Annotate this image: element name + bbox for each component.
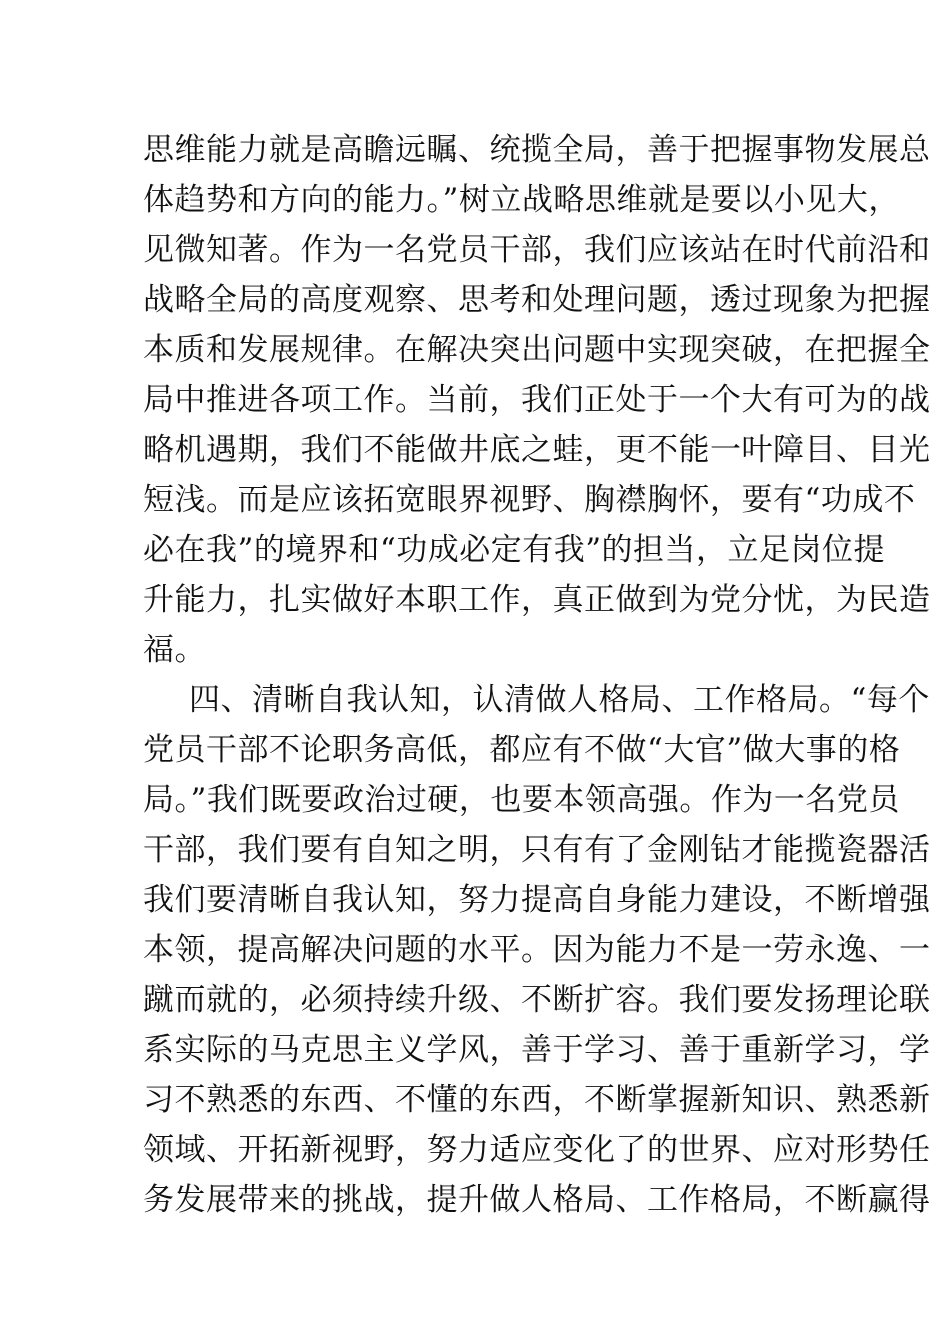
text-line: 略机遇期，我们不能做井底之蛙，更不能一叶障目、目光 — [143, 432, 931, 468]
text-line: 福。 — [143, 632, 206, 668]
paragraph-heading-line: 四、清晰自我认知，认清做人格局、工作格局。“每个 — [189, 682, 930, 718]
text-line: 本质和发展规律。在解决突出问题中实现突破，在把握全 — [143, 332, 931, 368]
text-line: 局。”我们既要政治过硬，也要本领高强。作为一名党员 — [143, 782, 900, 818]
text-line: 见微知著。作为一名党员干部，我们应该站在时代前沿和 — [143, 232, 931, 268]
text-line: 体趋势和方向的能力。”树立战略思维就是要以小见大， — [143, 182, 900, 218]
text-line: 必在我”的境界和“功成必定有我”的担当，立足岗位提 — [143, 532, 886, 568]
text-line: 系实际的马克思主义学风，善于学习、善于重新学习，学 — [143, 1032, 931, 1068]
text-line: 领域、开拓新视野，努力适应变化了的世界、应对形势任 — [143, 1132, 931, 1168]
text-line: 务发展带来的挑战，提升做人格局、工作格局，不断赢得 — [143, 1182, 931, 1218]
text-line: 战略全局的高度观察、思考和处理问题，透过现象为把握 — [143, 282, 931, 318]
text-line: 蹴而就的，必须持续升级、不断扩容。我们要发扬理论联 — [143, 982, 931, 1018]
text-line: 干部，我们要有自知之明，只有有了金刚钻才能揽瓷器活 — [143, 832, 931, 868]
text-line: 短浅。而是应该拓宽眼界视野、胸襟胸怀，要有“功成不 — [143, 482, 916, 518]
text-line: 思维能力就是高瞻远瞩、统揽全局，善于把握事物发展总 — [143, 132, 931, 168]
text-line: 升能力，扎实做好本职工作，真正做到为党分忧，为民造 — [143, 582, 931, 618]
text-line: 习不熟悉的东西、不懂的东西，不断掌握新知识、熟悉新 — [143, 1082, 931, 1118]
text-line: 局中推进各项工作。当前，我们正处于一个大有可为的战 — [143, 382, 931, 418]
text-line: 本领，提高解决问题的水平。因为能力不是一劳永逸、一 — [143, 932, 931, 968]
text-line: 党员干部不论职务高低，都应有不做“大官”做大事的格 — [143, 732, 901, 768]
text-line: 我们要清晰自我认知，努力提高自身能力建设，不断增强 — [143, 882, 931, 918]
